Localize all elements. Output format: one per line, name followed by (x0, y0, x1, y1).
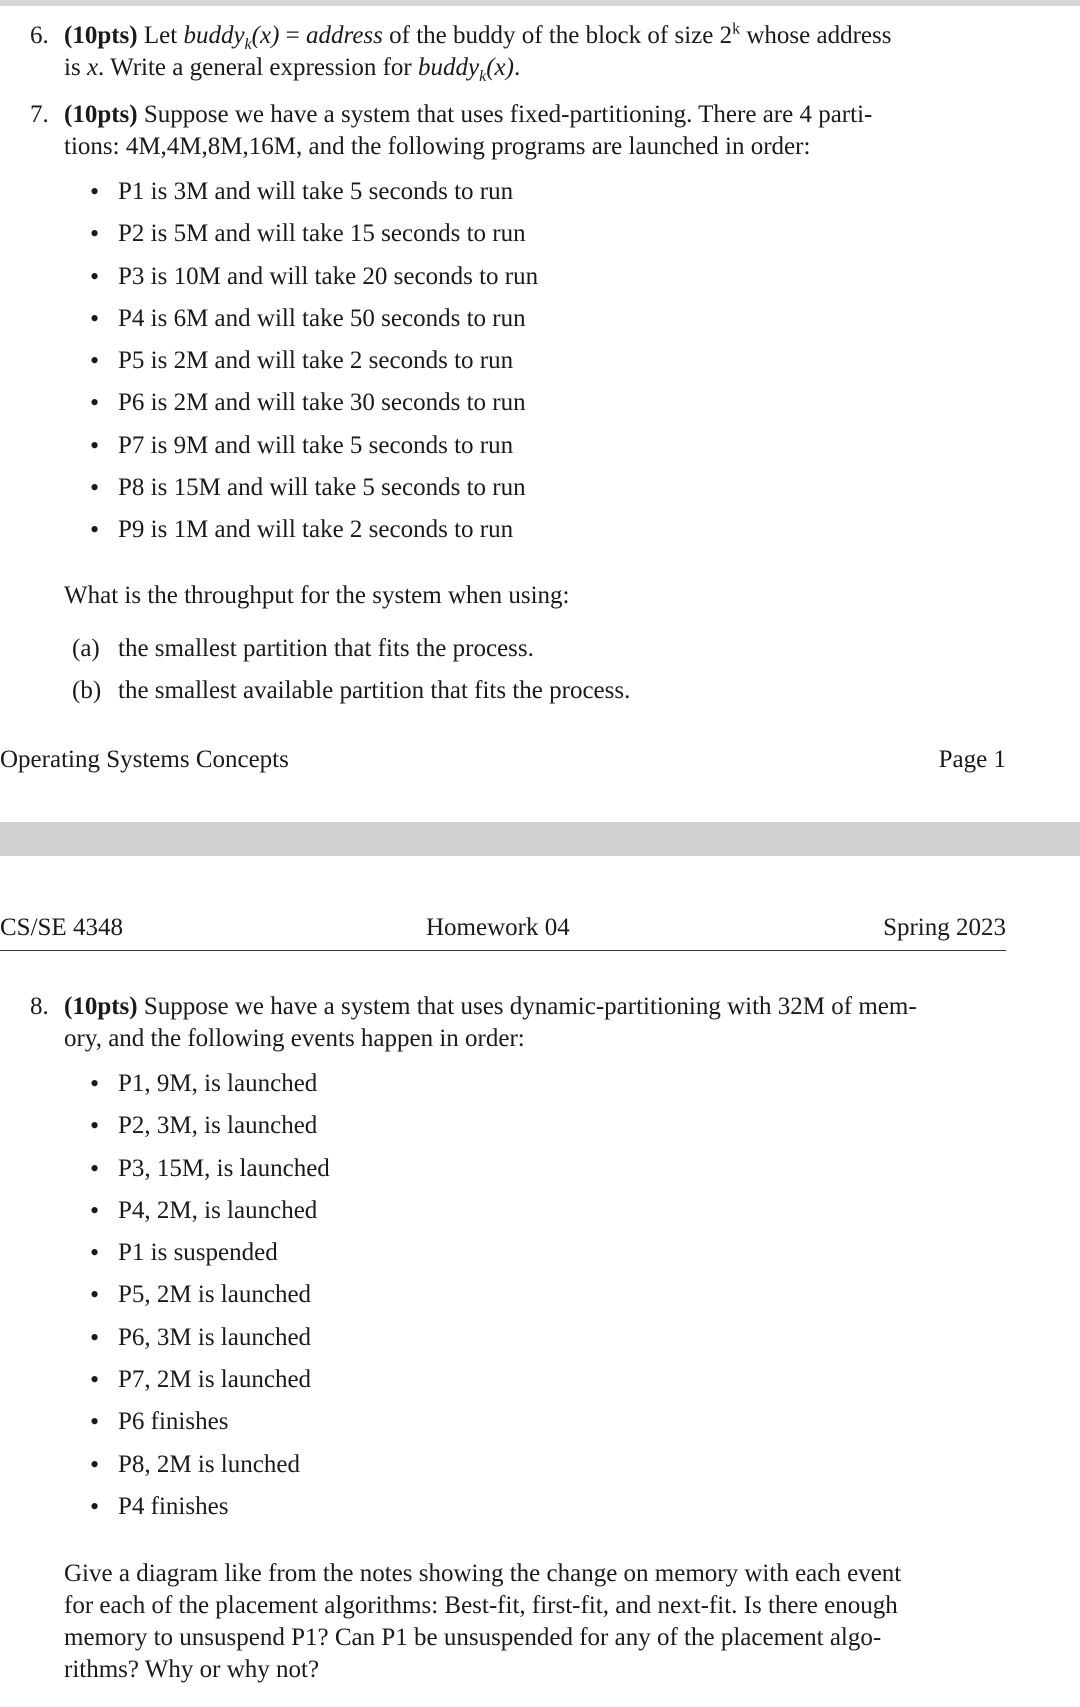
list-item: • P6, 3M is launched (90, 1322, 330, 1364)
list-item: • P9 is 1M and will take 2 seconds to run (90, 514, 538, 556)
paragraph-line: memory to unsuspend P1? Can P1 be unsuspended for any of the placement algo- (64, 1624, 882, 1651)
page-header (0, 914, 1006, 951)
list-item: • P7, 2M is launched (90, 1364, 330, 1406)
func-arg: (x) (251, 22, 280, 49)
question-8-text (64, 991, 1010, 1055)
list-item: • P5 is 2M and will take 2 seconds to run (90, 345, 538, 387)
page-gap (0, 822, 1080, 856)
list-item: • P4, 2M, is launched (90, 1195, 330, 1237)
text-fragment: . Write a general expression for (98, 54, 412, 81)
address-word: address (306, 22, 383, 49)
throughput-question: What is the throughput for the system when using: (64, 582, 570, 609)
list-item: • P1 is 3M and will take 5 seconds to run (90, 176, 538, 218)
list-item: • P5, 2M is launched (90, 1279, 330, 1321)
sub-text: the smallest partition that fits the process. (118, 635, 534, 662)
question-6-text (64, 20, 1010, 84)
list-item: • P3, 15M, is launched (90, 1153, 330, 1195)
sub-label: (a) (72, 635, 100, 662)
points-label: (10pts) (64, 22, 138, 49)
equals-sign: = (285, 22, 300, 49)
list-item: • P2, 3M, is launched (90, 1110, 330, 1152)
question-number: 6. (30, 22, 49, 49)
question-6-line-1 (64, 20, 1010, 52)
question-8 (30, 991, 1010, 1055)
func-sub: k (244, 36, 252, 53)
paragraph-line: for each of the placement algorithms: Best-fit, first-fit, and next-fit. Is there enough (64, 1592, 898, 1619)
question-7-line-1 (64, 99, 1010, 131)
question-7-text (64, 99, 1010, 163)
list-item: • P2 is 5M and will take 15 seconds to run (90, 218, 538, 260)
assignment-title: Homework 04 (426, 914, 570, 941)
text-fragment: . (513, 54, 521, 81)
text-fragment: is (64, 54, 81, 81)
list-item: • P4 is 6M and will take 50 seconds to run (90, 303, 538, 345)
list-item: • P7 is 9M and will take 5 seconds to run (90, 430, 538, 472)
question-number: 8. (30, 993, 49, 1020)
math-func (183, 22, 280, 53)
sub-question-b (72, 675, 630, 707)
question-number: 7. (30, 101, 49, 128)
list-item: • P1 is suspended (90, 1237, 330, 1279)
func-name: buddy (417, 54, 480, 81)
semester: Spring 2023 (883, 914, 1006, 941)
question-7 (30, 99, 1010, 163)
exponent: k (732, 20, 741, 38)
math-func (417, 54, 514, 85)
list-item: • P6 finishes (90, 1406, 330, 1448)
list-item: • P4 finishes (90, 1491, 330, 1533)
math-var-x: x (86, 54, 99, 81)
points-label: (10pts) (64, 101, 138, 128)
points-label: (10pts) (64, 993, 138, 1020)
list-item: • P8 is 15M and will take 5 seconds to run (90, 472, 538, 514)
list-item: • P8, 2M is lunched (90, 1449, 330, 1491)
event-list (90, 1068, 330, 1533)
course-title: Operating Systems Concepts (0, 746, 289, 773)
question-8-line-1 (64, 991, 1010, 1023)
text-fragment: whose address (746, 22, 892, 49)
question-7-line-2: tions: 4M,4M,8M,16M, and the following programs are launched in order: (64, 133, 811, 160)
text-fragment: of the buddy of the block of size 2 (389, 22, 733, 49)
sub-label: (b) (72, 677, 102, 704)
text-fragment: Suppose we have a system that uses dynamic-partitioning with 32M of mem- (143, 993, 917, 1020)
func-sub: k (479, 68, 487, 85)
text-fragment: Suppose we have a system that uses fixed-partitioning. There are 4 parti- (143, 101, 873, 128)
course-code: CS/SE 4348 (0, 914, 123, 941)
program-list (90, 176, 538, 557)
question-8-line-2: ory, and the following events happen in order: (64, 1025, 525, 1052)
page-separator-top (0, 0, 1080, 6)
sub-question-a (72, 633, 534, 665)
diagram-question (64, 1558, 1014, 1686)
paragraph-line: rithms? Why or why not? (64, 1656, 320, 1683)
func-arg: (x) (486, 54, 514, 81)
func-name: buddy (183, 22, 245, 49)
question-6 (30, 20, 1010, 84)
paragraph-line: Give a diagram like from the notes showing the change on memory with each event (64, 1560, 902, 1587)
list-item: • P3 is 10M and will take 20 seconds to run (90, 261, 538, 303)
page-number: Page 1 (938, 746, 1006, 773)
list-item: • P6 is 2M and will take 30 seconds to run (90, 387, 538, 429)
sub-text: the smallest available partition that fits the process. (118, 677, 631, 704)
question-6-line-2 (64, 52, 1010, 84)
list-item: • P1, 9M, is launched (90, 1068, 330, 1110)
text-fragment: Let (143, 22, 178, 49)
